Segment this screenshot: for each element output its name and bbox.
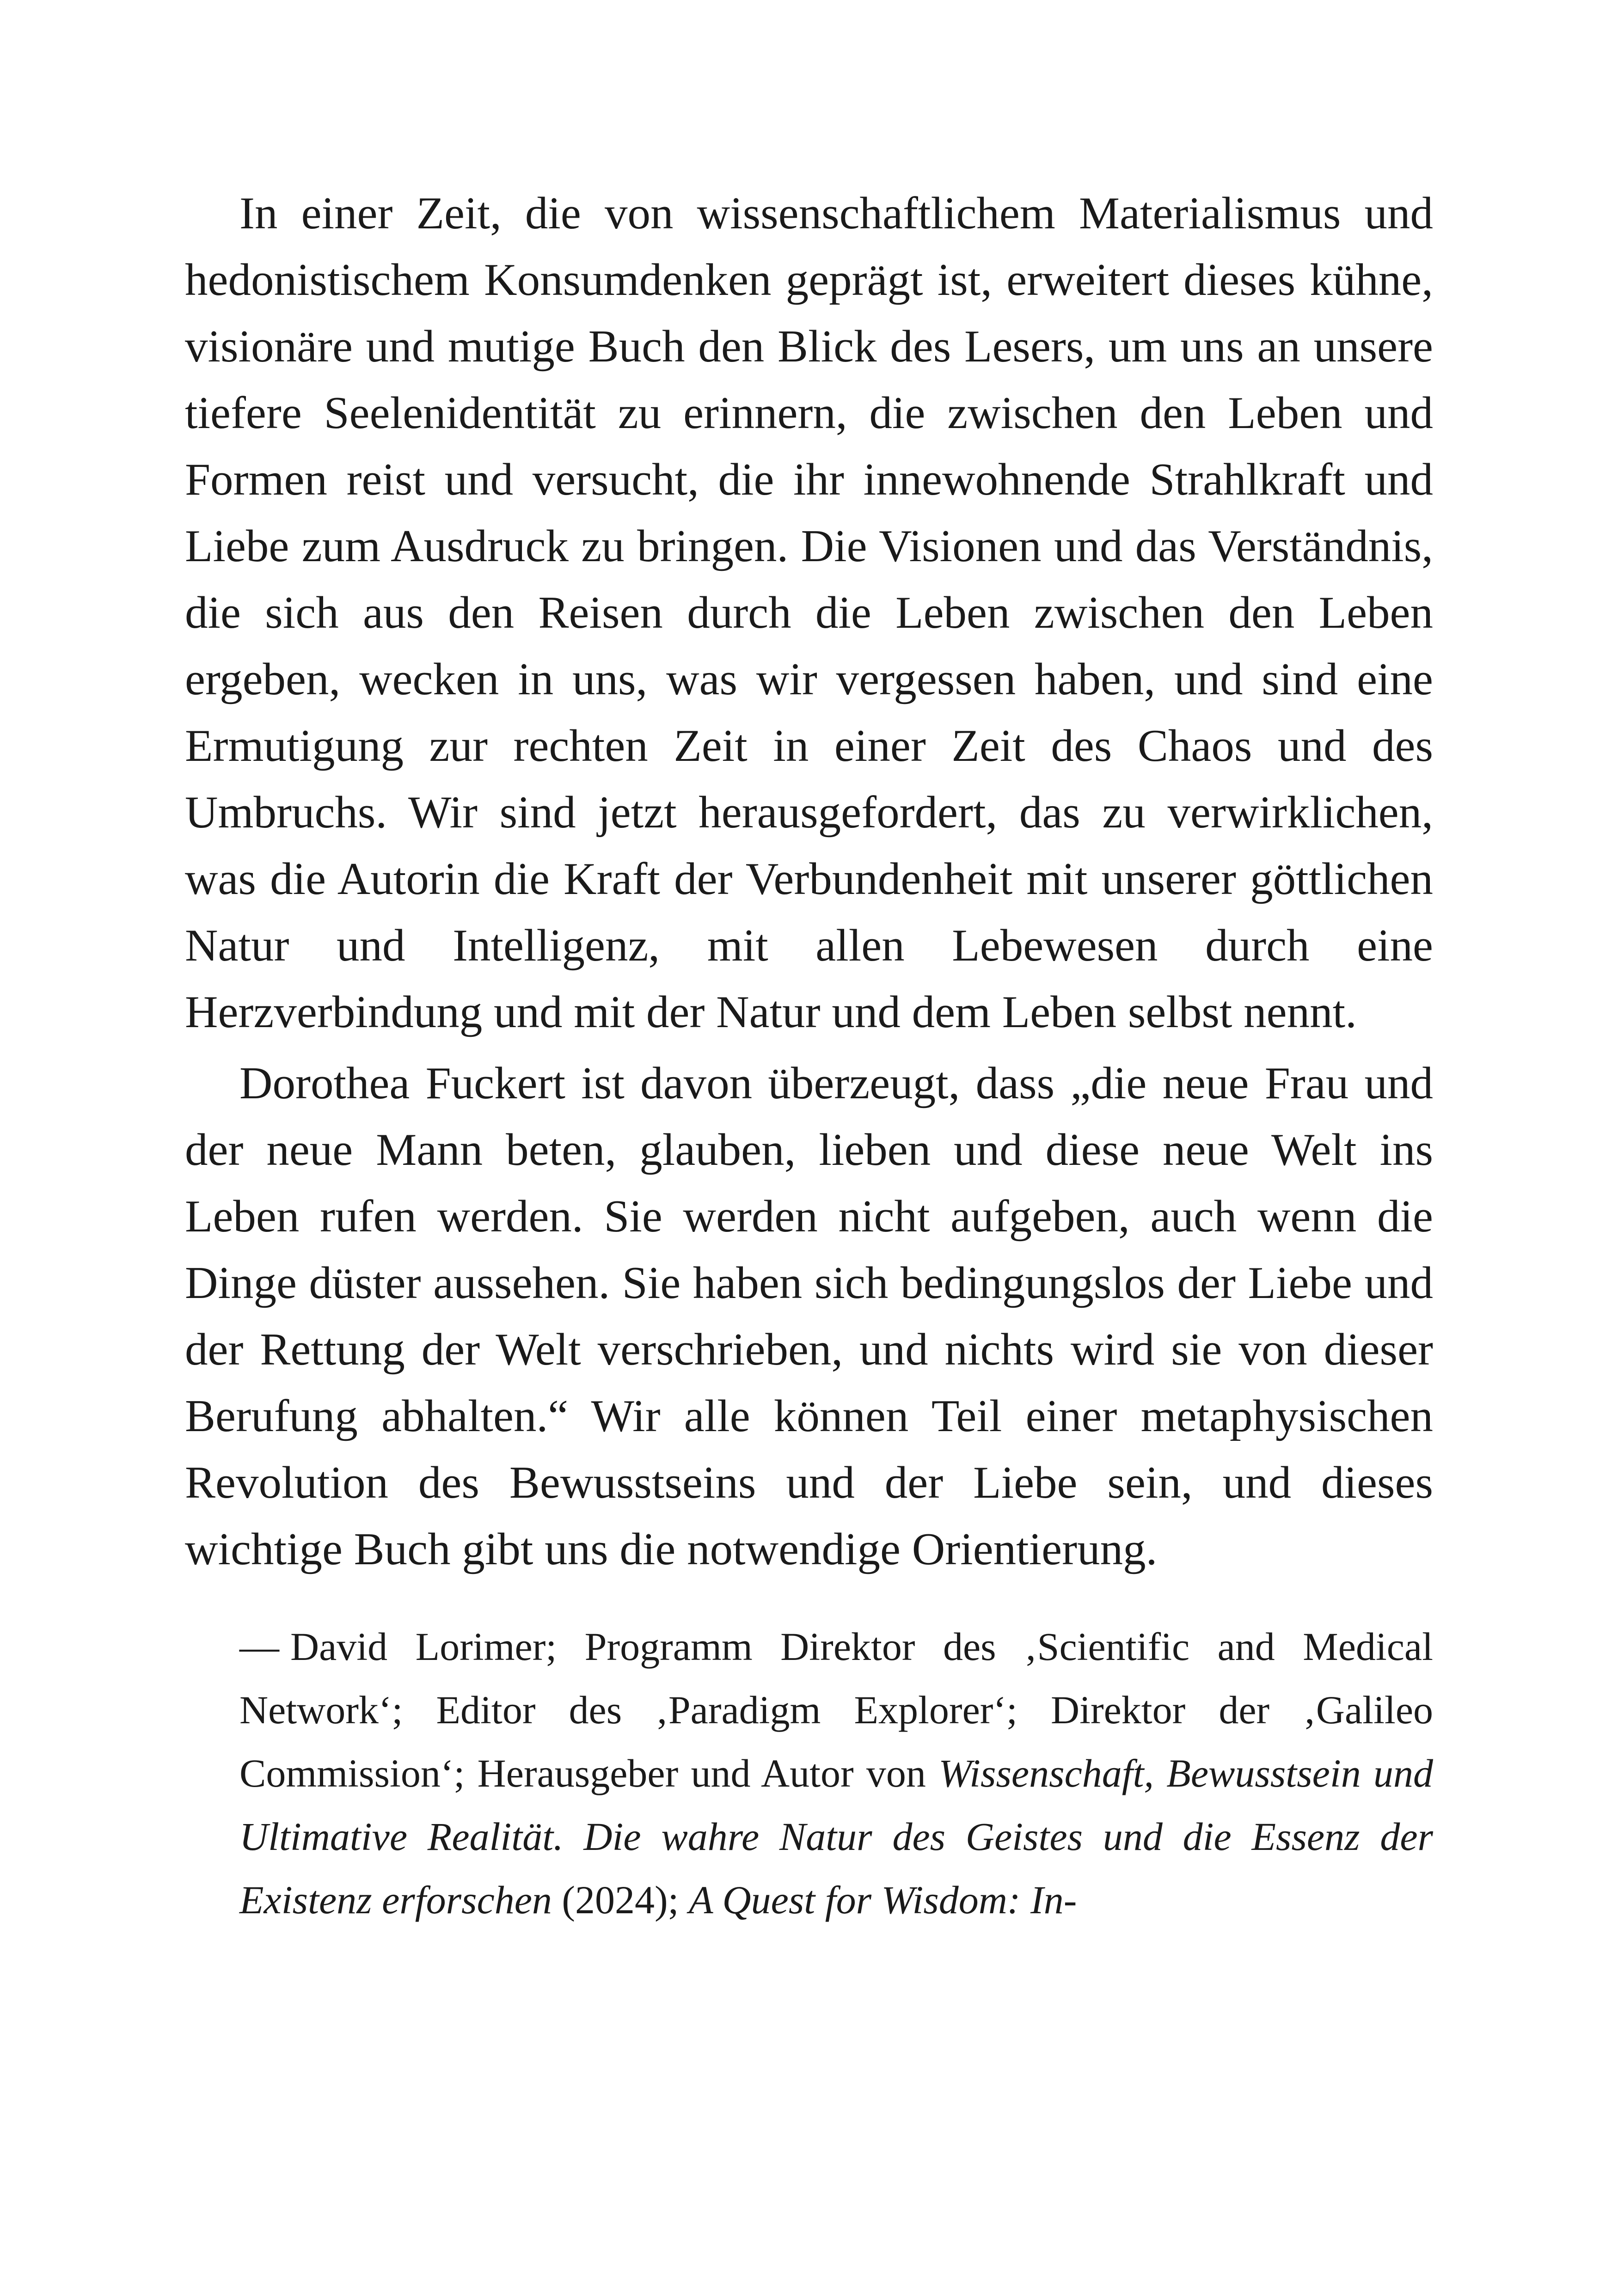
attribution-book-title-1: Wissenschaft, Bewusstsein und Ultimative Realität. Die wahre Natur des Geistes und die Essenz der Existenz erforschen	[239, 1751, 1433, 1922]
attribution-author-credits: David Lorimer; Programm Direktor des ‚Scientific and Medical Network‘; Editor des ‚Paradigm Explorer‘; Direktor der ‚Galileo Commission‘; Herausgeber und Autor von	[239, 1624, 1433, 1795]
body-paragraph-1: In einer Zeit, die von wissenschaftlichem Materialismus und hedonistischem Konsumdenken geprägt ist, erweitert dieses kühne, visionäre und mutige Buch den Blick des Lesers, um uns an unsere tiefere Seelenidentität zu erinnern, die zwischen den Leben und Formen reist und versucht, die ihr innewohnende Strahlkraft und Liebe zum Ausdruck zu bringen. Die Visionen und das Verständnis, die sich aus den Reisen durch die Leben zwischen den Leben ergeben, wecken in uns, was wir vergessen haben, und sind eine Ermutigung zur rechten Zeit in einer Zeit des Chaos und des Umbruchs. Wir sind jetzt herausgefordert, das zu verwirklichen, was die Autorin die Kraft der Verbundenheit mit unserer göttlichen Natur und Intelligenz, mit allen Lebewesen durch eine Herzverbindung und mit der Natur und dem Leben selbst nennt.	[185, 188, 1433, 1037]
body-paragraph-2: Dorothea Fuckert ist davon überzeugt, dass „die neue Frau und der neue Mann beten, glauben, lieben und diese neue Welt ins Leben rufen werden. Sie werden nicht aufgeben, auch wenn die Dinge düster aussehen. Sie haben sich bedingungslos der Liebe und der Rettung der Welt verschrieben, und nichts wird sie von dieser Berufung abhalten.“ Wir alle können Teil einer metaphysischen Revolution des Bewusstseins und der Liebe sein, und dieses wichtige Buch gibt uns die notwendige Orientierung.	[185, 1058, 1433, 1574]
document-page	[185, 180, 1433, 1932]
attribution-year: (2024);	[552, 1878, 689, 1922]
attribution-dash: —	[239, 1624, 279, 1669]
attribution-book-title-2: A Quest for Wisdom: In-	[689, 1878, 1077, 1922]
attribution-block	[185, 1615, 1433, 1932]
